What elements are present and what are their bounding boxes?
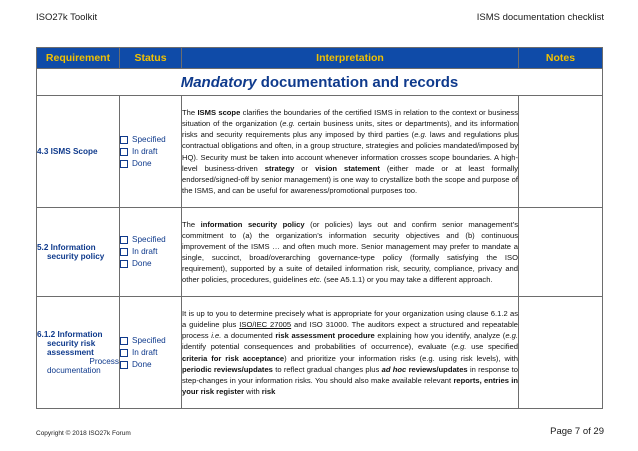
documentation-checklist-table bbox=[36, 47, 603, 409]
notes-cell[interactable] bbox=[519, 297, 603, 409]
column-header-requirement: Requirement bbox=[37, 48, 120, 69]
table-header-row bbox=[37, 48, 603, 69]
section-title-emphasis: Mandatory bbox=[180, 73, 257, 91]
interpretation-cell: It is up to you to determine precisely what is appropriate for your organization using clause 6.1.2 as a guideline plus ISO/IEC 27005 and ISO 31000. The auditors expect a structured and repeatable process i.e. a documented risk assessment procedure explaining how you identify, analyze (e.g. identify potential consequences and probabilities of occurrence), evaluate (e.g. use specified criteria for risk acceptance) and prioritize your information risks (e.g. using risk levels), with periodic reviews/updates to reflect gradual changes plus ad hoc reviews/updates in response to step-changes in your information risks. You should also make available relevant reports, entries in your risk register with risk bbox=[182, 297, 519, 409]
checkbox-specified[interactable] bbox=[120, 236, 128, 244]
requirement-sublabel: documentation bbox=[47, 366, 101, 375]
status-option-label: In draft bbox=[132, 347, 158, 357]
checkbox-done[interactable] bbox=[120, 160, 128, 168]
status-option-label: Specified bbox=[132, 335, 166, 345]
interpretation-cell: The ISMS scope clarifies the boundaries of the certified ISMS in relation to the context or business situation of the organization (e.g. certain business units, sites or departments), and its information risks and security requirements plus any imposed by third parties (e.g. laws and regulations plus contractual obligations and often, in a group structure, strategies and policies mandated/imposed by HQ). Security must be taken into account whenever information crosses scope boundaries. A high-level business-driven strategy or vision statement (either made or at least formally endorsed/signed-off by senior management) is one way to crystallize both the scope and purpose of the ISMS, and can be useful for awareness/promotional purposes too. bbox=[182, 96, 519, 208]
checkbox-done[interactable] bbox=[120, 361, 128, 369]
column-header-interpretation: Interpretation bbox=[182, 48, 519, 69]
requirement-cell bbox=[37, 297, 120, 409]
requirement-cell bbox=[37, 208, 120, 297]
requirement-label: 5.2 Information bbox=[37, 243, 96, 252]
requirement-label-cont: security risk bbox=[47, 339, 96, 348]
footer-copyright: Copyright © 2018 ISO27k Forum bbox=[36, 430, 131, 437]
table-row bbox=[37, 297, 603, 409]
requirement-label: 4.3 ISMS Scope bbox=[37, 147, 98, 156]
checkbox-in-draft[interactable] bbox=[120, 349, 128, 357]
checkbox-specified[interactable] bbox=[120, 337, 128, 345]
status-option-label: Done bbox=[132, 158, 152, 168]
requirement-label-cont: assessment bbox=[47, 348, 94, 357]
status-cell bbox=[120, 96, 182, 208]
status-option-label: Done bbox=[132, 359, 152, 369]
section-row bbox=[37, 69, 603, 96]
checkbox-in-draft[interactable] bbox=[120, 148, 128, 156]
section-title bbox=[37, 69, 603, 96]
status-option-label: Done bbox=[132, 259, 152, 268]
notes-cell[interactable] bbox=[519, 96, 603, 208]
status-cell bbox=[120, 297, 182, 409]
requirement-label: 6.1.2 Information bbox=[37, 330, 103, 339]
interpretation-cell: The information security policy (or policies) lays out and confirm senior management’s commitment to (a) the organization’s information security objectives and (b) continuous improvement of the ISMS … and often much more. Senior management may prefer to mandate a single, succinct, broad/overarching governance-type policy (formally satisfying the ISO requirement), supported by a suite of detailed information risk, security, compliance, privacy and other policies, procedures, guidelines etc. (see A5.1.1) or you may take a different approach. bbox=[182, 208, 519, 297]
requirement-cell bbox=[37, 96, 120, 208]
requirement-sublabel: Process bbox=[89, 357, 119, 366]
status-option-label: In draft bbox=[132, 146, 158, 156]
status-option-label: Specified bbox=[132, 235, 166, 244]
checkbox-done[interactable] bbox=[120, 260, 128, 268]
status-option-label: In draft bbox=[132, 247, 158, 256]
notes-cell[interactable] bbox=[519, 208, 603, 297]
checkbox-specified[interactable] bbox=[120, 136, 128, 144]
column-header-notes: Notes bbox=[519, 48, 603, 69]
table-row bbox=[37, 208, 603, 297]
header-document-title: ISMS documentation checklist bbox=[476, 12, 604, 23]
column-header-status: Status bbox=[120, 48, 182, 69]
checkbox-in-draft[interactable] bbox=[120, 248, 128, 256]
header-toolkit-title: ISO27k Toolkit bbox=[36, 12, 98, 23]
table-row bbox=[37, 96, 603, 208]
status-option-label: Specified bbox=[132, 134, 166, 144]
requirement-label-cont: security policy bbox=[47, 252, 105, 261]
section-title-rest: documentation and records bbox=[256, 73, 459, 91]
status-cell bbox=[120, 208, 182, 297]
footer-page-number: Page 7 of 29 bbox=[550, 426, 604, 437]
